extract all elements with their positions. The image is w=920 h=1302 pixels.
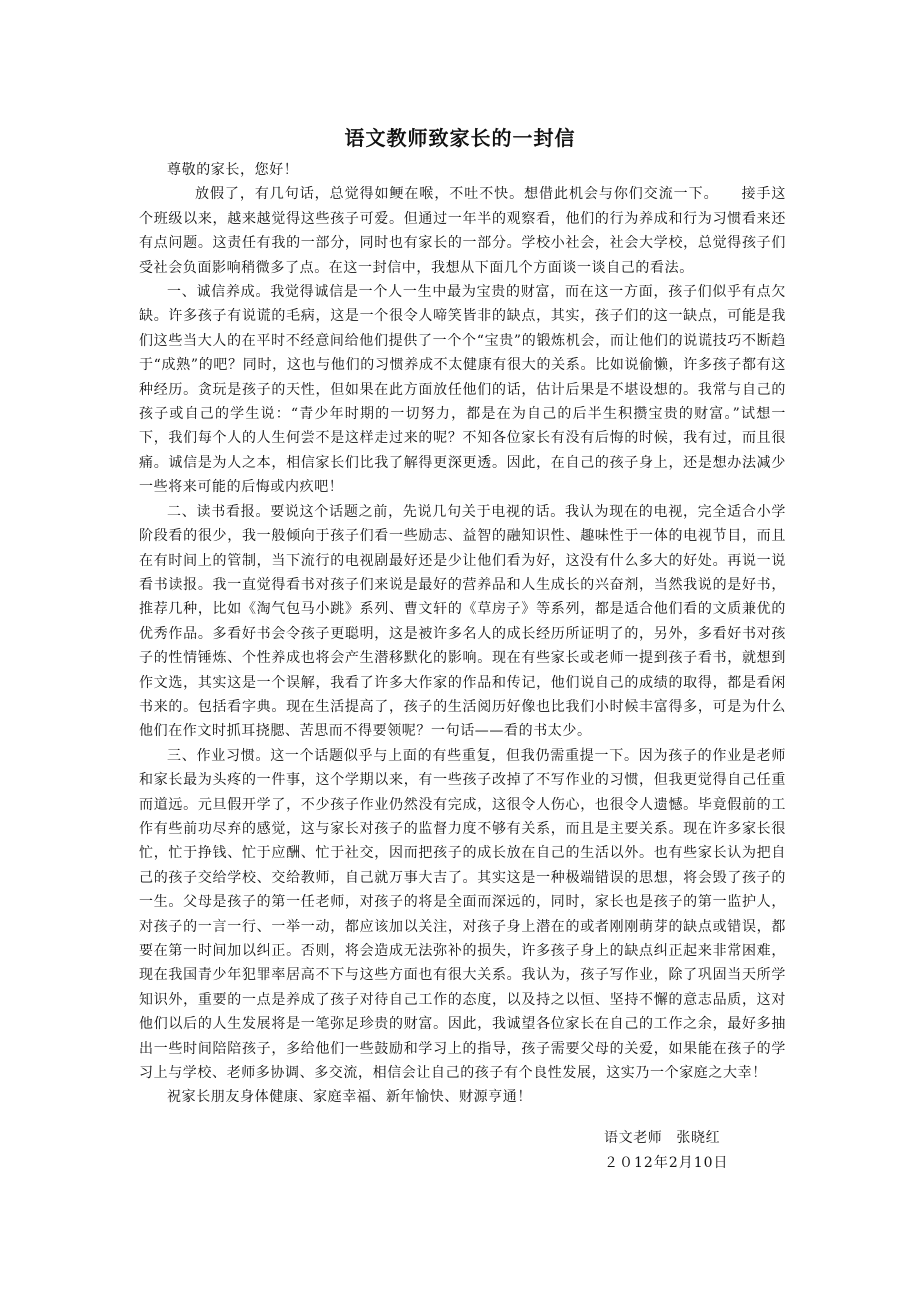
closing-wishes: 祝家长朋友身体健康、家庭幸福、新年愉快、财源亨通！: [167, 1089, 532, 1106]
section-reading: 二、读书看报。要说这个话题之前，先说几句关于电视的话。我认为现在的电视，完全适合小学阶段看的很少，我一般倾向于孩子们看一些励志、益智的融知识性、趣味性于一体的电视节目，而且在有时间上的管制，当下流行的电视剧最好还是少让他们看为好，这没有什么多大的好处。再说一说看书读报。我一直觉得看书对孩子们来说是最好的营养品和人生成长的兴奋剂，当然我说的是好书，推荐几种，比如《淘气包马小跳》系列、曹文轩的《草房子》等系列，都是适合他们看的文质兼优的优秀作品。多看好书会令孩子更聪明，这是被许多名人的成长经历所证明了的，另外，多看好书对孩子的性情锤炼、个性养成也将会产生潜移默化的影响。现在有些家长或老师一提到孩子看书，就想到作文选，其实这是一个误解，我看了许多大作家的作品和传记，他们说自己的成绩的取得，都是看闲书来的。包括看字典。现在生活提高了，孩子的生活阅历好像也比我们小时候丰富得多，可是为什么他们在作文时抓耳挠腮、苦思而不得要领呢？一句话——看的书太少。: [139, 503, 786, 740]
signature-role: 语文老师: [604, 1130, 663, 1146]
section-homework: 三、作业习惯。这一个话题似乎与上面的有些重复，但我仍需重提一下。因为孩子的作业是老师和家长最为头疼的一件事，这个学期以来，有一些孩子改掉了不写作业的习惯，但我更觉得自己任重而道远。元旦假开学了，不少孩子作业仍然没有完成，这很令人伤心，也很令人遗憾。毕竟假前的工作有些前功尽弃的感觉，这与家长对孩子的监督力度不够有关系，而且是主要关系。现在许多家长很忙，忙于挣钱、忙于应酬、忙于社交，因而把孩子的成长放在自己的生活以外。也有些家长认为把自己的孩子交给学校、交给教师，自己就万事大吉了。其实这是一种极端错误的思想，将会毁了孩子的一生。父母是孩子的第一任老师，对孩子的将是全面而深远的，同时，家长也是孩子的第一监护人，对孩子的一言一行、一举一动，都应该加以关注，对孩子身上潜在的或者刚刚萌芽的缺点或错误，都要在第一时间加以纠正。否则，将会造成无法弥补的损失，许多孩子身上的缺点纠正起来非常困难，现在我国青少年犯罪率居高不下与这些方面也有很大关系。我认为，孩子写作业，除了巩固当天所学知识外，重要的一点是养成了孩子对待自己工作的态度，以及持之以恒、坚持不懈的意志品质，这对他们以后的人生发展将是一笔弥足珍贵的财富。因此，我诚望各位家长在自己的工作之余，最好多抽出一些时间陪陪孩子，多给他们一些鼓励和学习上的指导，孩子需要父母的关爱，如果能在孩子的学习上与学校、老师多协调、多交流，相信会让自己的孩子有个良性发展，这实乃一个家庭之大幸！: [139, 747, 786, 1082]
letter-date: ２０12年2月10日: [604, 1155, 729, 1171]
signature: [604, 1127, 720, 1147]
salutation: 尊敬的家长，您好！: [167, 162, 299, 178]
signature-name: 张晓红: [676, 1130, 721, 1146]
intro-paragraph: 放假了，有几句话，总觉得如鲠在喉，不吐不快。想借此机会与你们交流一下。 接手这个班级以来，越来越觉得这些孩子可爱。但通过一年半的观察看，他们的行为养成和行为习惯看来还有点问题。这责任有我的一部分，同时也有家长的一部分。学校小社会，社会大学校，总觉得孩子们受社会负面影响稍微多了点。在这一封信中，我想从下面几个方面谈一谈自己的看法。: [139, 186, 786, 276]
letter-title: 语文教师致家长的一封信: [344, 126, 576, 150]
letter-body: [139, 158, 786, 1110]
section-honesty: 一、诚信养成。我觉得诚信是一个人一生中最为宝贵的财富，而在这一方面，孩子们似乎有点欠缺。许多孩子有说谎的毛病，这是一个很令人啼笑皆非的缺点，其实，孩子们的这一缺点，可能是我们这些当大人的在平时不经意间给他们提供了一个个“宝贵”的锻炼机会，而让他们的说谎技巧不断趋于“成熟”的吧？同时，这也与他们的习惯养成不太健康有很大的关系。比如说偷懒，许多孩子都有这种经历。贪玩是孩子的天性，但如果在此方面放任他们的话，估计后果是不堪设想的。我常与自己的孩子或自己的学生说：“青少年时期的一切努力，都是在为自己的后半生积攒宝贵的财富。”试想一下，我们每个人的人生何尝不是这样走过来的呢？不知各位家长有没有后悔的时候，我有过，而且很痛。诚信是为人之本，相信家长们比我了解得更深更透。因此，在自己的孩子身上，还是想办法减少一些将来可能的后悔或内疚吧！: [139, 284, 786, 496]
